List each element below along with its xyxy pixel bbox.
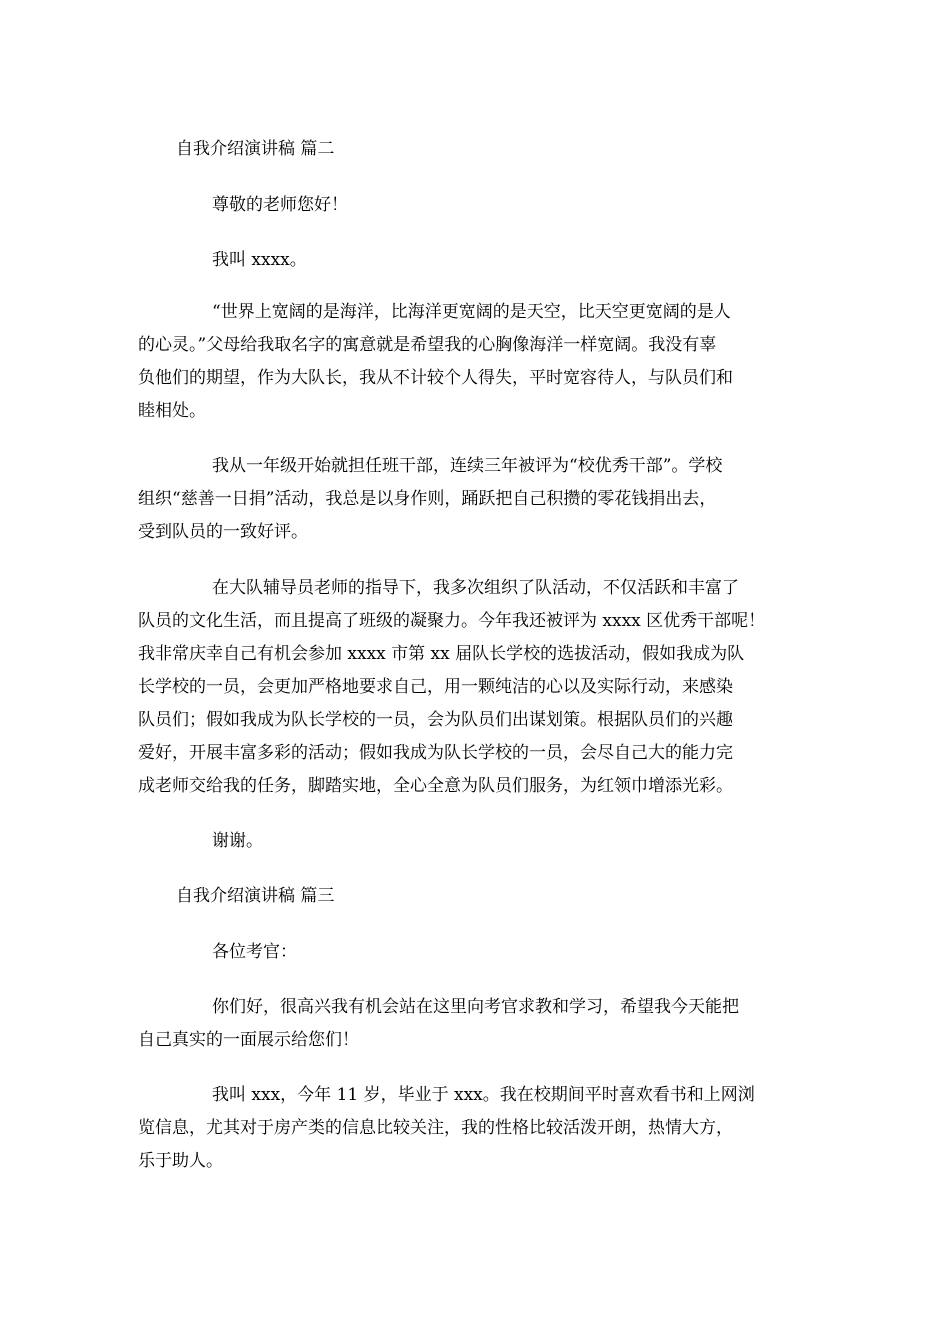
paragraph-line: 的心灵。”父母给我取名字的寓意就是希望我的心胸像海洋一样宽阔。我没有辜 [138, 335, 717, 355]
paragraph-line: 长学校的一员，会更加严格地要求自己，用一颗纯洁的心以及实际行动，来感染 [138, 677, 733, 697]
paragraph-line: 在大队辅导员老师的指导下，我多次组织了队活动，不仅活跃和丰富了 [212, 578, 739, 598]
paragraph-line: 我叫 xxxx。 [212, 250, 307, 270]
paragraph-line: 队员的文化生活，而且提高了班级的凝聚力。今年我还被评为 xxxx 区优秀干部呢！ [138, 611, 766, 631]
paragraph-line: 我叫 xxx，今年 11 岁，毕业于 xxx。我在校期间平时喜欢看书和上网浏 [212, 1085, 755, 1105]
paragraph-line: 睦相处。 [138, 401, 206, 421]
paragraph-line: 我非常庆幸自己有机会参加 xxxx 市第 xx 届队长学校的选拔活动，假如我成为队 [138, 644, 745, 664]
paragraph-line: 队员们；假如我成为队长学校的一员，会为队员们出谋划策。根据队员们的兴趣 [138, 710, 733, 730]
paragraph-line: 成老师交给我的任务，脚踏实地，全心全意为队员们服务，为红领巾增添光彩。 [138, 776, 733, 796]
paragraph-line: 各位考官： [212, 942, 297, 962]
paragraph-line: 组织“慈善一日捐”活动，我总是以身作则，踊跃把自己积攒的零花钱捐出去， [138, 489, 717, 509]
paragraph-line: 尊敬的老师您好！ [212, 195, 348, 215]
paragraph-line: 你们好，很高兴我有机会站在这里向考官求教和学习，希望我今天能把 [212, 997, 739, 1017]
paragraph-line: 乐于助人。 [138, 1151, 223, 1171]
paragraph-line: 负他们的期望，作为大队长，我从不计较个人得失，平时宽容待人，与队员们和 [138, 368, 733, 388]
paragraph-line: 爱好，开展丰富多彩的活动；假如我成为队长学校的一员，会尽自己大的能力完 [138, 743, 733, 763]
paragraph-line: 受到队员的一致好评。 [138, 522, 308, 542]
section-heading: 自我介绍演讲稿 篇三 [176, 886, 335, 906]
paragraph-line: “世界上宽阔的是海洋，比海洋更宽阔的是天空，比天空更宽阔的是人 [212, 302, 731, 322]
paragraph-line: 览信息，尤其对于房产类的信息比较关注，我的性格比较活泼开朗，热情大方， [138, 1118, 733, 1138]
paragraph-line: 谢谢。 [212, 831, 263, 851]
section-heading: 自我介绍演讲稿 篇二 [176, 139, 335, 159]
paragraph-line: 我从一年级开始就担任班干部，连续三年被评为“校优秀干部”。学校 [212, 456, 723, 476]
paragraph-line: 自己真实的一面展示给您们！ [138, 1030, 359, 1050]
